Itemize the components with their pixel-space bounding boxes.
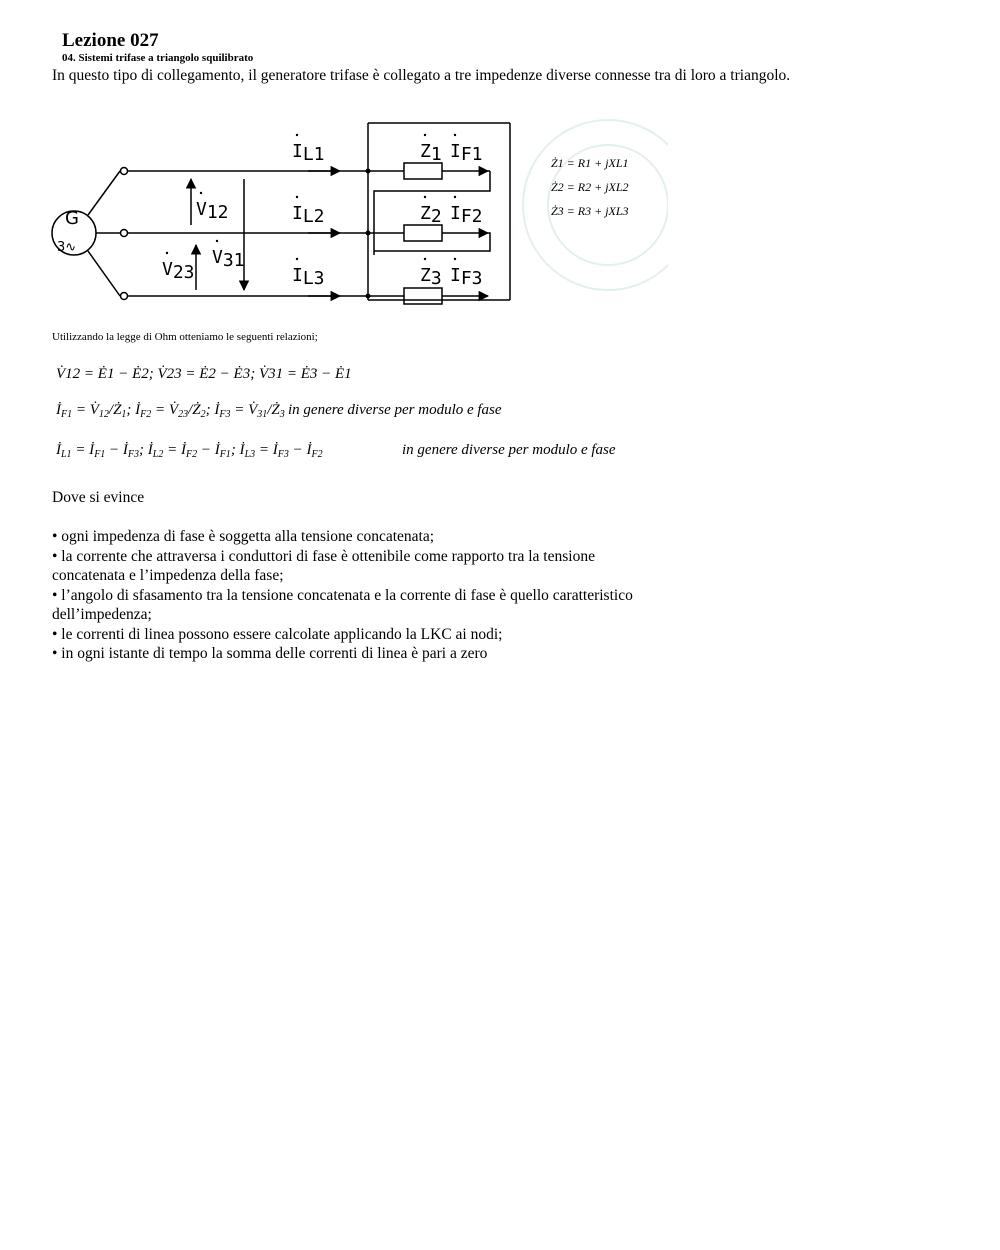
equation-line-1: V̇12 = Ė1 − Ė2; V̇23 = Ė2 − Ė3; V̇31 = Ė3 − Ė1 [56,366,352,382]
v31-label: V31 [212,247,245,271]
bullet-line: • l’angolo di sfasamento tra la tensione concatenata e la corrente di fase è quello caratteristico [52,586,633,604]
delta-circuit-diagram [48,105,668,330]
if3-label: IF3 [450,265,483,289]
equation-line-2: $İ_{F1}$ = $V̇_{12}/Ż_1$; $İ_{F2}$ = $V̇_{23}/Ż_2$; $İ_{F3}$ = $V̇_{31}/Ż_3$ [56,402,285,420]
z3-label: Z3 [420,265,442,289]
generator-label: G [65,208,79,229]
equation-line-2-note: in genere diverse per modulo e fase [288,402,502,418]
z2-label: Z2 [420,203,442,227]
lesson-title: Lezione 027 [62,30,159,51]
bullet-list [52,527,752,664]
generator-sub: 3∿ [57,240,77,255]
ohm-intro: Utilizzando la legge di Ohm otteniamo le seguenti relazioni; [52,331,318,343]
impedance-def-3: Ż3 = R3 + jXL3 [551,204,629,218]
v23-label: V23 [162,259,195,283]
section-title: 04. Sistemi trifase a triangolo squilibrato [62,52,254,64]
z1-label: Z1 [420,141,442,165]
il2-label: IL2 [292,203,325,227]
bullet-line: dell’impedenza; [52,606,152,623]
equation-line-3-note: in genere diverse per modulo e fase [402,442,616,458]
generator-symbol [52,208,96,255]
bullet-line: • ogni impedenza di fase è soggetta alla tensione concatenata; [52,528,435,545]
il3-label: IL3 [292,265,325,289]
bullet-line: • la corrente che attraversa i conduttori di fase è ottenibile come rapporto tra la tensione [52,547,595,565]
v12-label: V12 [196,199,229,223]
impedance-def-1: Ż1 = R1 + jXL1 [551,156,629,170]
equations-block [52,356,672,466]
il1-label: IL1 [292,141,325,165]
bullet-line: • in ogni istante di tempo la somma delle correnti di linea è pari a zero [52,645,488,662]
impedance-def-2: Ż2 = R2 + jXL2 [551,180,629,194]
equation-line-3: $İ_{L1}$ = $İ_{F1}$ − $İ_{F3}$; $İ_{L2}$ = $İ_{F2}$ − $İ_{F1}$; $İ_{L3}$ = $İ_{F3}$ − $İ_{F2}$ [56,442,323,460]
if2-label: IF2 [450,203,483,227]
bullet-line: concatenata e l’impedenza della fase; [52,567,284,584]
bullet-line: • le correnti di linea possono essere calcolate applicando la LKC ai nodi; [52,625,503,643]
if1-label: IF1 [450,141,483,165]
intro-paragraph: In questo tipo di collegamento, il generatore trifase è collegato a tre impedenze diverse connesse tra di loro a triangolo. [52,67,791,84]
dove-heading: Dove si evince [52,489,145,506]
